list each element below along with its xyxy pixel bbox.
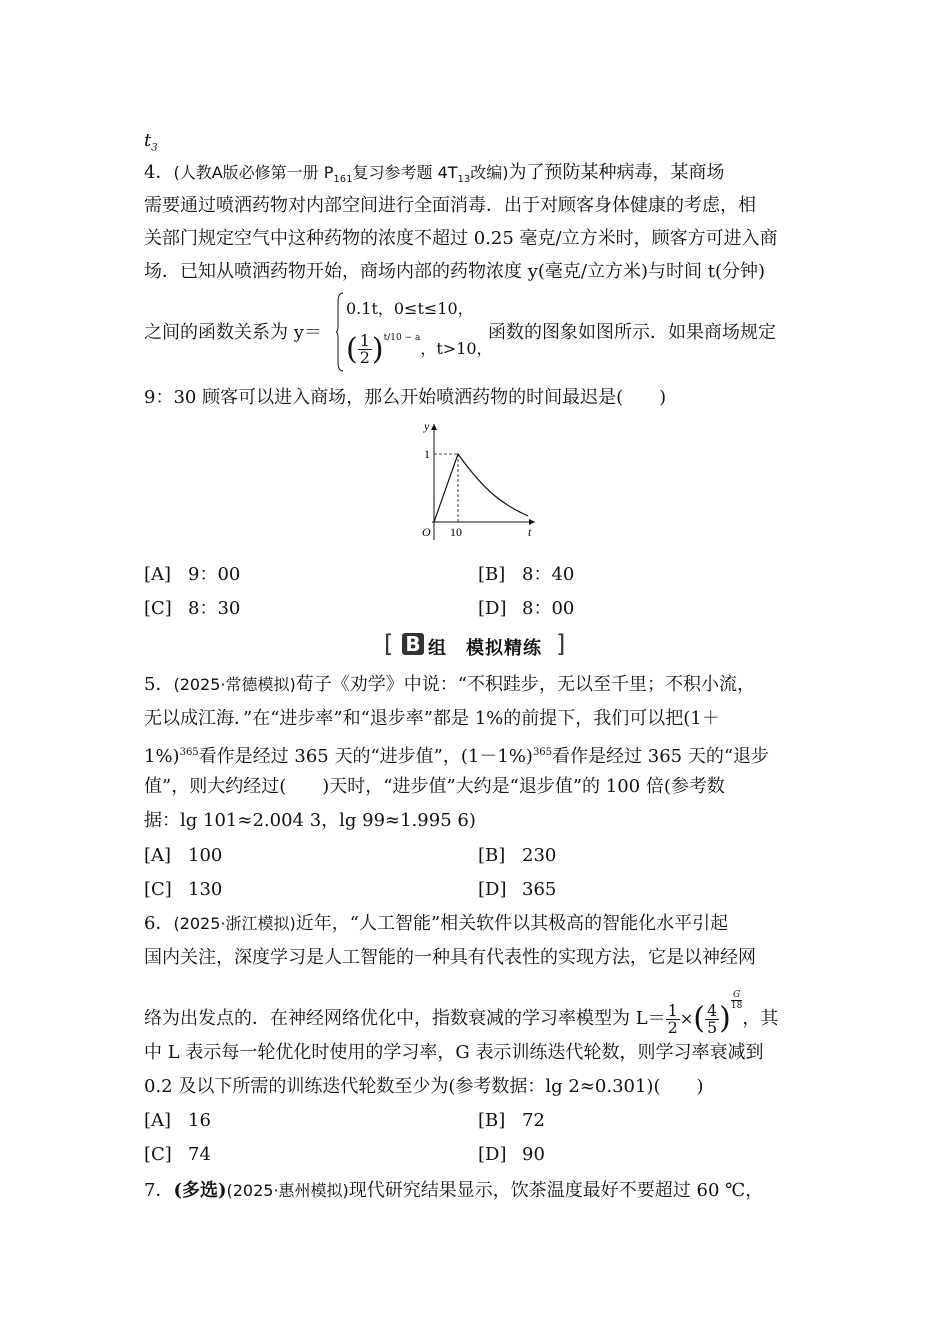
q6-line-2: 国内关注，深度学习是人工智能的一种具有代表性的实现方法，它是以神经网: [144, 947, 756, 968]
piecewise-case-1: 0.1t，0≤t≤10，: [346, 299, 474, 318]
fragment-text: $t_3$: [144, 130, 158, 154]
section-letter-badge: B: [402, 633, 424, 655]
y-axis-arrow-icon: [431, 424, 437, 430]
q4-option-c[interactable]: [C] 8：30: [144, 598, 241, 619]
function-curve: [434, 454, 528, 522]
q6-line-3: 络为出发点的．在神经网络优化中，指数衰减的学习率模型为 L＝ $\frac{1}{2}$ ×( $\frac{4}{5}$ ) $\frac{G}{18}$ ，其: [144, 990, 779, 1037]
q6-line-1: 6．(2025·浙江模拟)近年，“人工智能”相关软件以其极高的智能化水平引起: [144, 913, 729, 934]
q4-line-3: 关部门规定空气中这种药物的浓度不超过 0.25 毫克/立方米时，顾客方可进入商: [144, 228, 778, 249]
function-graph: [410, 420, 540, 545]
q4-source: (人教A版必修第一册 $P_{161}$复习参考题 $4T_{13}$改编): [173, 163, 509, 186]
q4-line-2: 需要通过喷洒药物对内部空间进行全面消毒．出于对顾客身体健康的考虑，相: [144, 195, 756, 216]
q4-line-4: 场．已知从喷洒药物开始，商场内部的药物浓度 y(毫克/立方米)与时间 t(分钟): [144, 261, 765, 282]
q6-line-4: 中 L 表示每一轮优化时使用的学习率，G 表示训练迭代轮数，则学习率衰减到: [144, 1042, 764, 1063]
piecewise-case-2: ( $\frac{1}{2}$ )$^{t/10 - a}$，t>10，: [346, 331, 493, 367]
q6-line-5: 0.2 及以下所需的训练迭代轮数至少为(参考数据：lg 2≈0.301)( ): [144, 1076, 704, 1097]
q4-line-6: 9：30 顾客可以进入商场，那么开始喷洒药物的时间最迟是( ): [144, 387, 667, 408]
q5-line-1: 5．(2025·常德模拟)荀子《劝学》中说：“不积跬步，无以至千里；不积小流，: [144, 674, 755, 695]
q6-option-b[interactable]: [B] 72: [478, 1110, 545, 1131]
x-axis-label: t: [528, 525, 532, 539]
y-tick-label: 1: [424, 447, 430, 461]
q5-option-d[interactable]: [D] 365: [478, 879, 557, 900]
q6-option-d[interactable]: [D] 90: [478, 1144, 545, 1165]
y-axis-label: y: [424, 420, 430, 433]
section-b-heading: [ B 组 模拟精练 ]: [384, 630, 566, 659]
q4-number: 4．: [144, 162, 174, 183]
q5-line-3: 1%)$^{365}$看作是经过 365 天的“进步值”，$(1-1\%)^{365}$看作是经过 365 天的“退步: [144, 746, 770, 767]
q5-option-a[interactable]: [A] 100: [144, 845, 223, 866]
q7-source: (2025·惠州模拟): [226, 1181, 349, 1200]
q6-option-a[interactable]: [A] 16: [144, 1110, 211, 1131]
q4-option-d[interactable]: [D] 8：00: [478, 598, 575, 619]
q5-line-5: 据：lg 101≈2.004 3，lg 99≈1.995 6): [144, 810, 476, 831]
q4-line-1: 4．(人教A版必修第一册 $P_{161}$复习参考题 $4T_{13}$改编)为了预防某种病毒，某商场: [144, 162, 725, 186]
q6-option-c[interactable]: [C] 74: [144, 1144, 211, 1165]
q4-line-5-pre: 之间的函数关系为 y＝: [144, 322, 322, 343]
q5-line-2: 无以成江海．”在“进步率”和“退步率”都是 1%的前提下，我们可以把(1＋: [144, 708, 720, 729]
section-title: 组 模拟精练: [428, 638, 542, 659]
brace-icon: [336, 292, 344, 372]
q5-option-c[interactable]: [C] 130: [144, 879, 223, 900]
q7-tag: (多选): [173, 1180, 227, 1201]
q6-source: (2025·浙江模拟): [173, 914, 296, 933]
origin-label: O: [422, 525, 431, 539]
q5-line-4: 值”，则大约经过( )天时，“进步值”大约是“退步值”的 100 倍(参考数: [144, 776, 725, 797]
q4-option-a[interactable]: [A] 9：00: [144, 564, 241, 585]
piecewise-function: [336, 292, 496, 374]
x-tick-label: 10: [450, 525, 462, 539]
q5-source: (2025·常德模拟): [173, 675, 296, 694]
q4-line-5-post: 函数的图象如图所示．如果商场规定: [488, 322, 776, 343]
q4-option-b[interactable]: [B] 8：40: [478, 564, 575, 585]
q5-option-b[interactable]: [B] 230: [478, 845, 557, 866]
q7-line-1: 7．(多选)(2025·惠州模拟)现代研究结果显示，饮茶温度最好不要超过 60 ℃，: [144, 1180, 764, 1201]
